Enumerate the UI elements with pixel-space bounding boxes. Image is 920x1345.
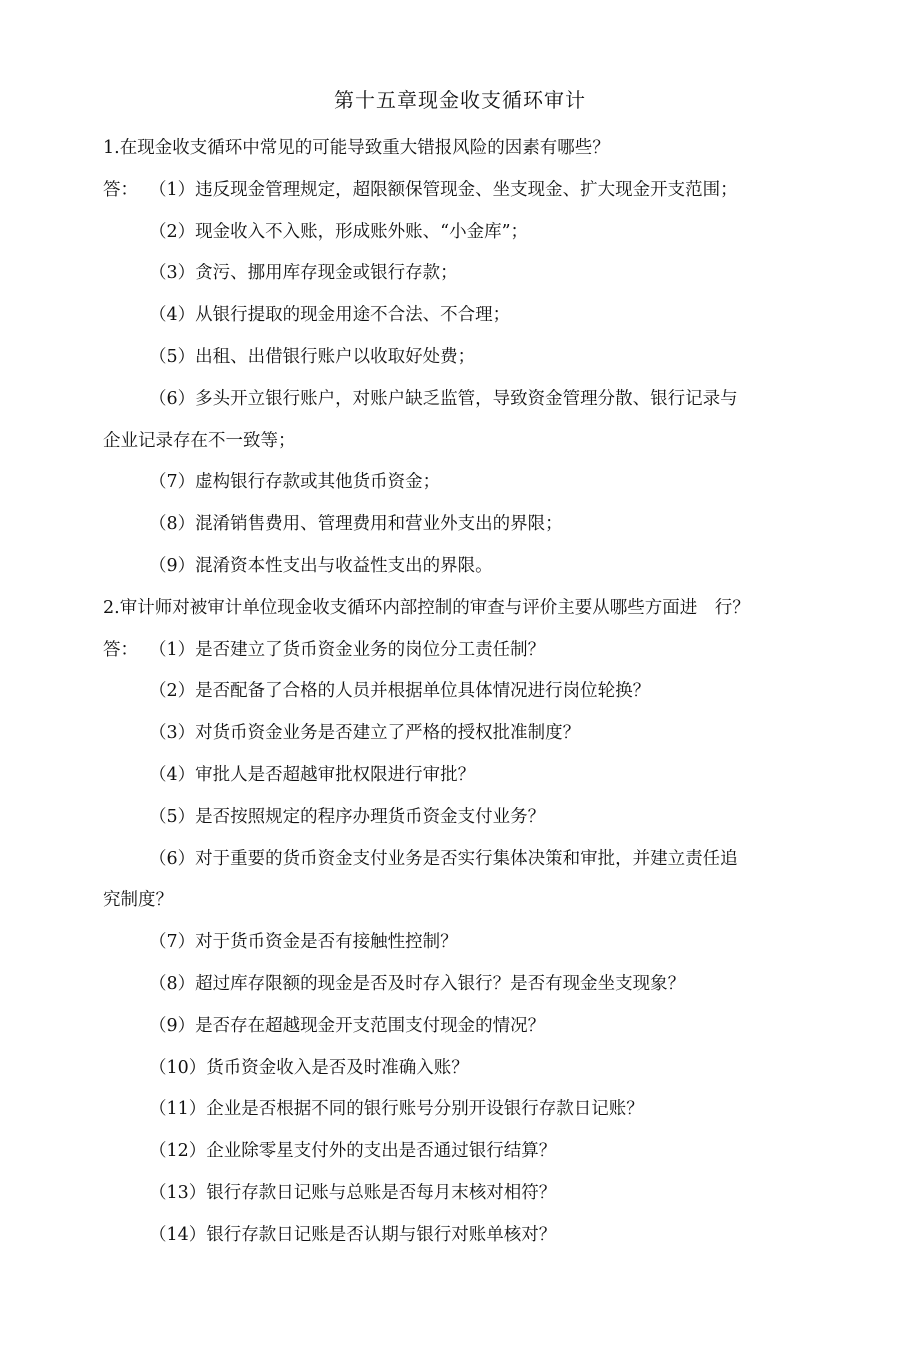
answer-label: 答： [103,639,138,660]
answer-item: （1）是否建立了货币资金业务的岗位分工责任制？ [149,639,546,660]
answer-item: （3）贪污、挪用库存现金或银行存款； [149,263,458,284]
answer-item: （3）对货币资金业务是否建立了严格的授权批准制度？ [149,723,581,744]
answer-item: （10）货币资金收入是否及时准确入账？ [149,1057,469,1078]
answer-item: （8）超过库存限额的现金是否及时存入银行？是否有现金坐支现象？ [149,973,686,994]
answer-item: （2）现金收入不入账，形成账外账、“小金库”； [149,221,529,242]
answer-item-continuation: 企业记录存在不一致等； [103,430,296,451]
question-2: 2.审计师对被审计单位现金收支循环内部控制的审查与评价主要从哪些方面进 行？ [103,597,750,618]
answer-item: （11）企业是否根据不同的银行账号分别开设银行存款日记账？ [149,1099,644,1120]
answer-item: （2）是否配备了合格的人员并根据单位具体情况进行岗位轮换？ [149,681,651,702]
answer-item: （9）混淆资本性支出与收益性支出的界限。 [149,555,493,576]
document-body [103,128,823,1257]
answer-item: （7）对于货币资金是否有接触性控制？ [149,932,458,953]
answer-2-first-line [103,630,823,672]
answer-item: （6）多头开立银行账户，对账户缺乏监管，导致资金管理分散、银行记录与 [149,388,738,409]
answer-item: （13）银行存款日记账与总账是否每月末核对相符？ [149,1182,557,1203]
answer-item: （5）是否按照规定的程序办理货币资金支付业务？ [149,806,546,827]
answer-label: 答： [103,179,138,200]
answer-item: （6）对于重要的货币资金支付业务是否实行集体决策和审批，并建立责任追 [149,848,738,869]
question-1: 1.在现金收支循环中常见的可能导致重大错报风险的因素有哪些？ [103,138,610,158]
answer-item-continuation: 究制度？ [103,890,173,911]
answer-item: （14）银行存款日记账是否认期与银行对账单核对？ [149,1224,557,1245]
page-title: 第十五章现金收支循环审计 [334,88,586,112]
answer-item: （4）从银行提取的现金用途不合法、不合理； [149,305,511,326]
answer-item: （12）企业除零星支付外的支出是否通过银行结算？ [149,1141,557,1162]
answer-item: （9）是否存在超越现金开支范围支付现金的情况？ [149,1015,546,1036]
answer-item: （1）违反现金管理规定，超限额保管现金、坐支现金、扩大现金开支范围； [149,179,738,200]
answer-item: （4）审批人是否超越审批权限进行审批？ [149,764,476,785]
answer-item: （5）出租、出借银行账户以收取好处费； [149,346,476,367]
answer-item: （8）混淆销售费用、管理费用和营业外支出的界限； [149,514,563,535]
answer-item: （7）虚构银行存款或其他货币资金； [149,472,441,493]
answer-1-first-line [103,170,823,212]
